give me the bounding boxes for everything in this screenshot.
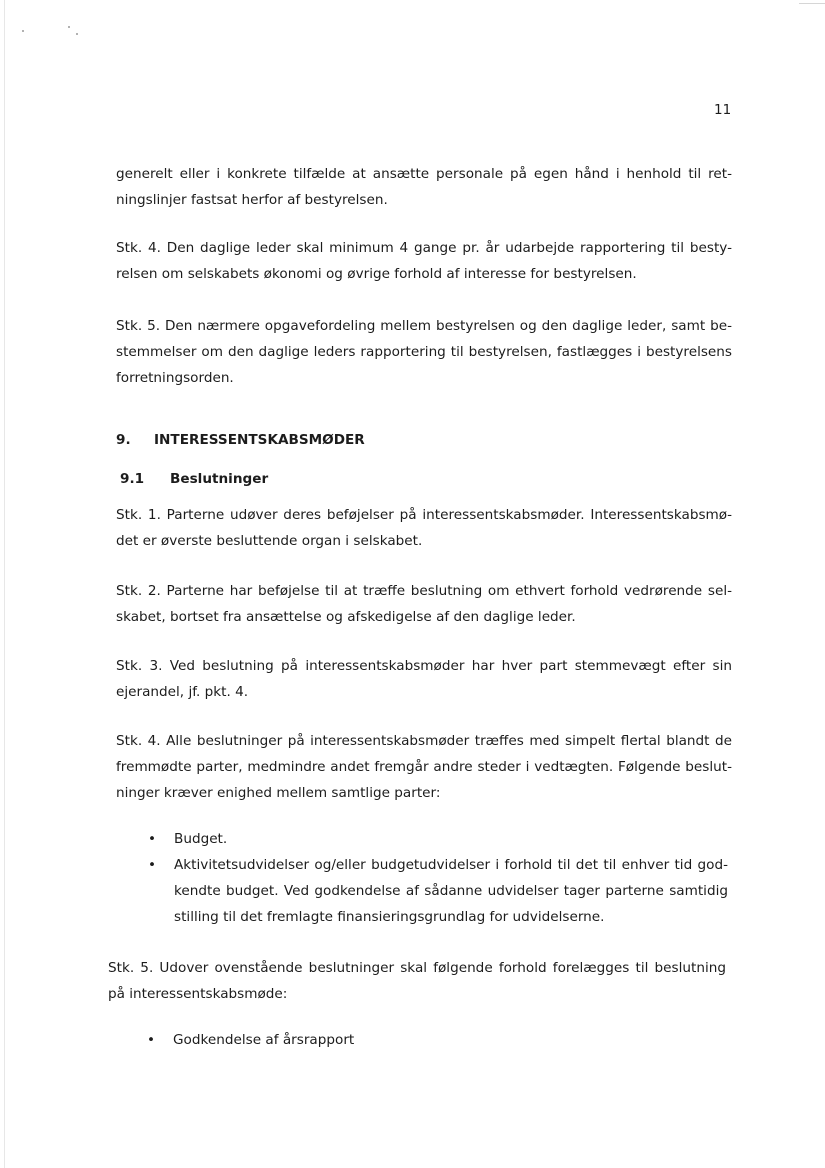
text-line: det er øverste besluttende organ i selskabet. <box>116 533 423 549</box>
text-line: skabet, bortset fra ansættelse og afskedigelse af den daglige leder. <box>116 609 576 625</box>
bullet-icon: • <box>147 1032 156 1048</box>
text-line: fremmødte parter, medmindre andet fremgår andre steder i vedtægten. Følgende beslut- <box>116 759 732 775</box>
text-line: Stk. 5. Udover ovenstående beslutninger skal følgende forhold forelægges til beslutning <box>108 960 726 976</box>
scan-speck <box>22 30 24 32</box>
text-line: Stk. 1. Parterne udøver deres beføjelser på interessentskabsmøder. Interessentskabsmø- <box>116 507 732 523</box>
text-line: Stk. 4. Alle beslutninger på interessentskabsmøder træffes med simpelt flertal blandt de <box>116 733 732 749</box>
text-line: Stk. 5. Den nærmere opgavefordeling mellem bestyrelsen og den daglige leder, samt be- <box>116 318 732 334</box>
top-edge-rule <box>799 3 825 4</box>
paragraph-stk-4 <box>116 235 732 287</box>
subsection-number: 9.1 <box>120 471 145 487</box>
section-title: INTERESSENTSKABSMØDER <box>154 432 365 448</box>
intro-paragraph <box>116 161 732 213</box>
text-line: Stk. 4. Den daglige leder skal minimum 4 gange pr. år udarbejde rapportering til besty- <box>116 240 732 256</box>
paragraph-9-stk-1 <box>116 502 732 554</box>
text-line: generelt eller i konkrete tilfælde at ansætte personale på egen hånd i henhold til ret- <box>116 166 732 182</box>
page-number: 11 <box>714 102 732 118</box>
paragraph-9-stk-5 <box>108 955 726 1007</box>
text-line: ejerandel, jf. pkt. 4. <box>116 684 249 700</box>
text-line: ningslinjer fastsat herfor af bestyrelsen. <box>116 192 388 208</box>
paragraph-9-stk-4 <box>116 728 732 806</box>
text-line: på interessentskabsmøde: <box>108 986 288 1002</box>
bullet-item-activity-expansion <box>174 852 728 930</box>
bullet-item-annual-report: Godkendelse af årsrapport <box>173 1032 355 1048</box>
paragraph-9-stk-2 <box>116 578 732 630</box>
text-line: stemmelser om den daglige leders rapportering til bestyrelsen, fastlægges i bestyrelsens <box>116 344 732 360</box>
section-number: 9. <box>116 432 131 448</box>
text-line: kendte budget. Ved godkendelse af sådanne udvidelser tager parterne samtidig <box>174 883 728 899</box>
scan-speck <box>68 26 70 28</box>
text-line: ninger kræver enighed mellem samtlige parter: <box>116 785 441 801</box>
text-line: forretningsorden. <box>116 370 234 386</box>
bullet-item-budget: Budget. <box>174 831 228 847</box>
left-margin-rule <box>4 0 5 1168</box>
subsection-heading-9-1 <box>120 471 268 487</box>
paragraph-stk-5 <box>116 313 732 391</box>
text-line: stilling til det fremlagte finansieringsgrundlag for udvidelserne. <box>174 909 605 925</box>
subsection-title: Beslutninger <box>170 471 269 487</box>
text-line: Stk. 3. Ved beslutning på interessentskabsmøder har hver part stemmevægt efter sin <box>116 658 732 674</box>
text-line: Stk. 2. Parterne har beføjelse til at træffe beslutning om ethvert forhold vedrørende sel- <box>116 583 732 599</box>
bullet-icon: • <box>148 831 157 847</box>
section-heading-9 <box>116 432 365 448</box>
bullet-icon: • <box>148 857 157 873</box>
text-line: relsen om selskabets økonomi og øvrige forhold af interesse for bestyrelsen. <box>116 266 637 282</box>
text-line: Aktivitetsudvidelser og/eller budgetudvidelser i forhold til det til enhver tid god- <box>174 857 728 873</box>
paragraph-9-stk-3 <box>116 653 732 705</box>
scan-speck <box>76 33 78 35</box>
